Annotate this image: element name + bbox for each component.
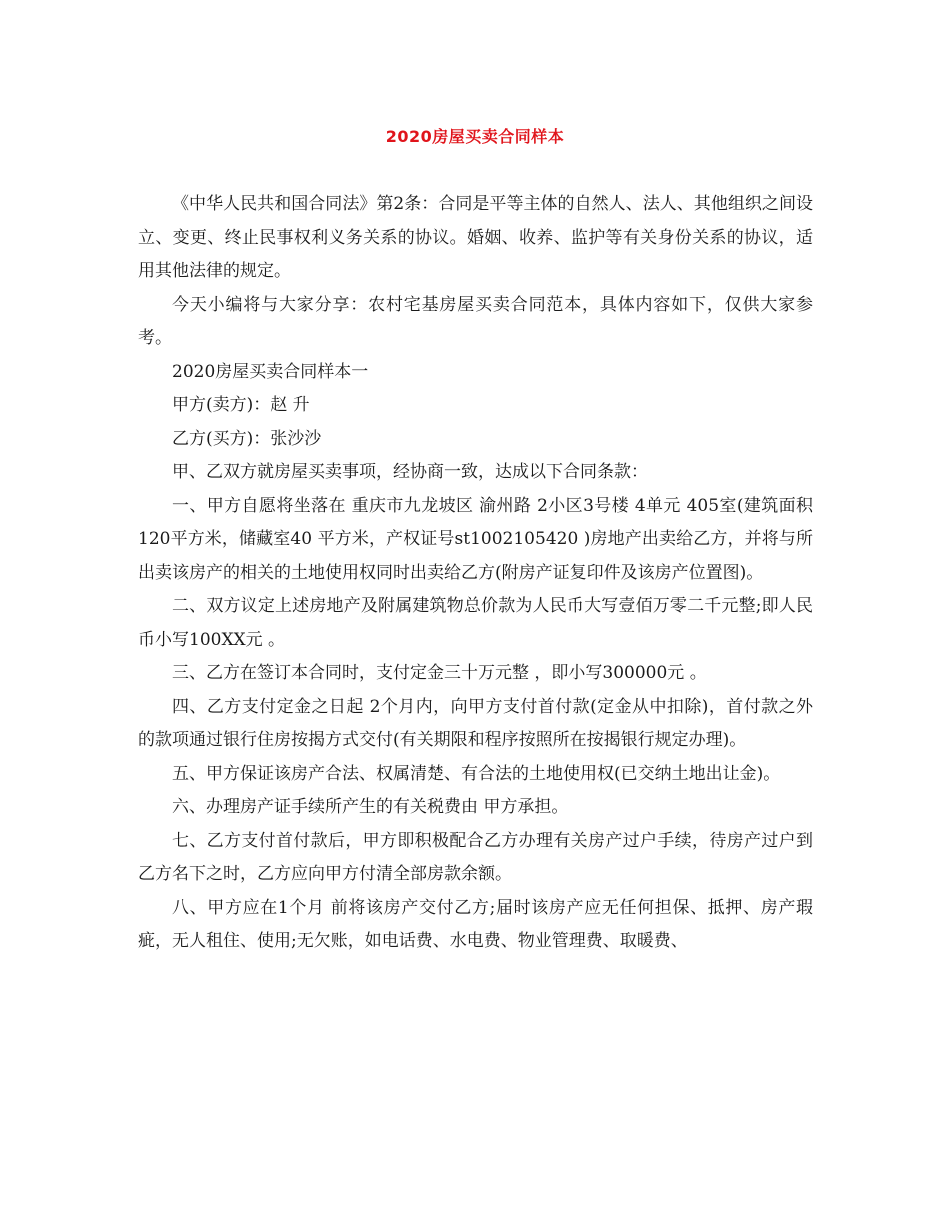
clause-3: 三、乙方在签订本合同时，支付定金三十万元整 ，即小写300000元 。 — [172, 663, 707, 683]
clause-8: 八、甲方应在1个月 前将该房产交付乙方;届时该房产应无任何担保、抵押、房产瑕疵，无人租住、使用;无欠账，如电话费、水电费、物业管理费、取暖费、 — [138, 897, 813, 951]
paragraph-sample-heading: 2020房屋买卖合同样本一 — [172, 361, 369, 382]
paragraph-party-a: 甲方(卖方)：赵 升 — [172, 395, 310, 415]
clause-5: 五、甲方保证该房产合法、权属清楚、有合法的土地使用权(已交纳土地出让金)。 — [172, 763, 781, 784]
document-title: 2020房屋买卖合同样本 — [385, 127, 565, 146]
clause-1: 一、甲方自愿将坐落在 重庆市九龙坡区 渝州路 2小区3号楼 4单元 405室(建筑面积120平方米，储藏室40 平方米，产权证号st1002105420 )房地产出卖给乙方，并将与所出卖该房产的相关的土地使用权同时出卖给乙方(附房产证复印件及该房产位置图)。 — [138, 495, 813, 583]
paragraph-intro: 今天小编将与大家分享：农村宅基房屋买卖合同范本，具体内容如下，仅供大家参考。 — [138, 294, 813, 348]
clause-7: 七、乙方支付首付款后，甲方即积极配合乙方办理有关房产过户手续，待房产过户到乙方名下之时，乙方应向甲方付清全部房款余额。 — [138, 830, 813, 884]
paragraph-contract-law: 《中华人民共和国合同法》第2条：合同是平等主体的自然人、法人、其他组织之间设立、变更、终止民事权利义务关系的协议。婚姻、收养、监护等有关身份关系的协议，适用其他法律的规定。 — [138, 194, 813, 281]
paragraph-agreement: 甲、乙双方就房屋买卖事项，经协商一致，达成以下合同条款： — [172, 462, 648, 482]
paragraph-party-b: 乙方(买方)：张沙沙 — [172, 428, 322, 449]
clause-4: 四、乙方支付定金之日起 2个月内，向甲方支付首付款(定金从中扣除)，首付款之外的款项通过银行住房按揭方式交付(有关期限和程序按照所在按揭银行规定办理)。 — [138, 696, 813, 750]
clause-6: 六、办理房产证手续所产生的有关税费由 甲方承担。 — [172, 797, 569, 817]
document-body — [138, 188, 813, 959]
clause-2: 二、双方议定上述房地产及附属建筑物总价款为人民币大写壹佰万零二千元整;即人民币小写100XX元 。 — [138, 596, 813, 650]
